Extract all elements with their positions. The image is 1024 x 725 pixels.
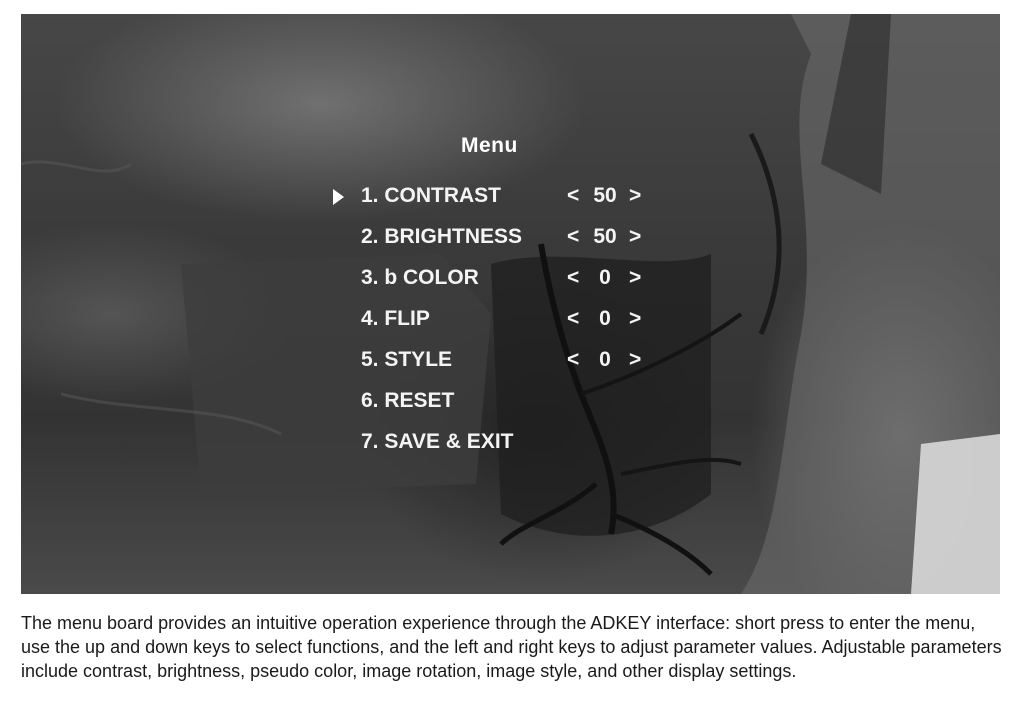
decrease-arrow[interactable]: < (567, 184, 580, 207)
menu-item-value: 0 (599, 348, 611, 371)
menu-item-label: 2. BRIGHTNESS (361, 225, 523, 248)
menu-item-label: 7. SAVE & EXIT (361, 430, 514, 453)
menu-title: Menu (461, 134, 518, 157)
caption-text: The menu board provides an intuitive operation experience through the ADKEY interface: short press to enter the menu, use the up and down keys to select functions, and the left and right keys to adjust parameter values. Adjustable parameters include contrast, brightness, pseudo color, image rotation, image style, and other display settings. (21, 613, 1002, 681)
menu-item[interactable] (331, 304, 691, 334)
decrease-arrow[interactable]: < (567, 266, 580, 289)
selection-cursor-icon (333, 189, 344, 205)
increase-arrow[interactable]: > (629, 266, 642, 289)
menu-item-value: 0 (599, 307, 611, 330)
decrease-arrow[interactable]: < (567, 307, 580, 330)
osd-menu (21, 14, 1000, 594)
menu-item-label: 3. b COLOR (361, 266, 479, 289)
menu-item-label: 6. RESET (361, 389, 455, 412)
menu-item-value: 50 (593, 184, 617, 207)
menu-item[interactable] (331, 345, 691, 375)
thermal-camera-view (21, 14, 1000, 594)
menu-item-label: 1. CONTRAST (361, 184, 502, 207)
increase-arrow[interactable]: > (629, 184, 642, 207)
menu-item[interactable] (331, 263, 691, 293)
menu-item-value: 50 (593, 225, 617, 248)
menu-item[interactable] (331, 386, 691, 416)
menu-item-value: 0 (599, 266, 611, 289)
decrease-arrow[interactable]: < (567, 348, 580, 371)
menu-item[interactable] (331, 427, 691, 457)
menu-item[interactable] (331, 181, 691, 211)
increase-arrow[interactable]: > (629, 225, 642, 248)
increase-arrow[interactable]: > (629, 348, 642, 371)
decrease-arrow[interactable]: < (567, 225, 580, 248)
increase-arrow[interactable]: > (629, 307, 642, 330)
menu-item-label: 4. FLIP (361, 307, 430, 330)
menu-item[interactable] (331, 222, 691, 252)
menu-item-label: 5. STYLE (361, 348, 453, 371)
